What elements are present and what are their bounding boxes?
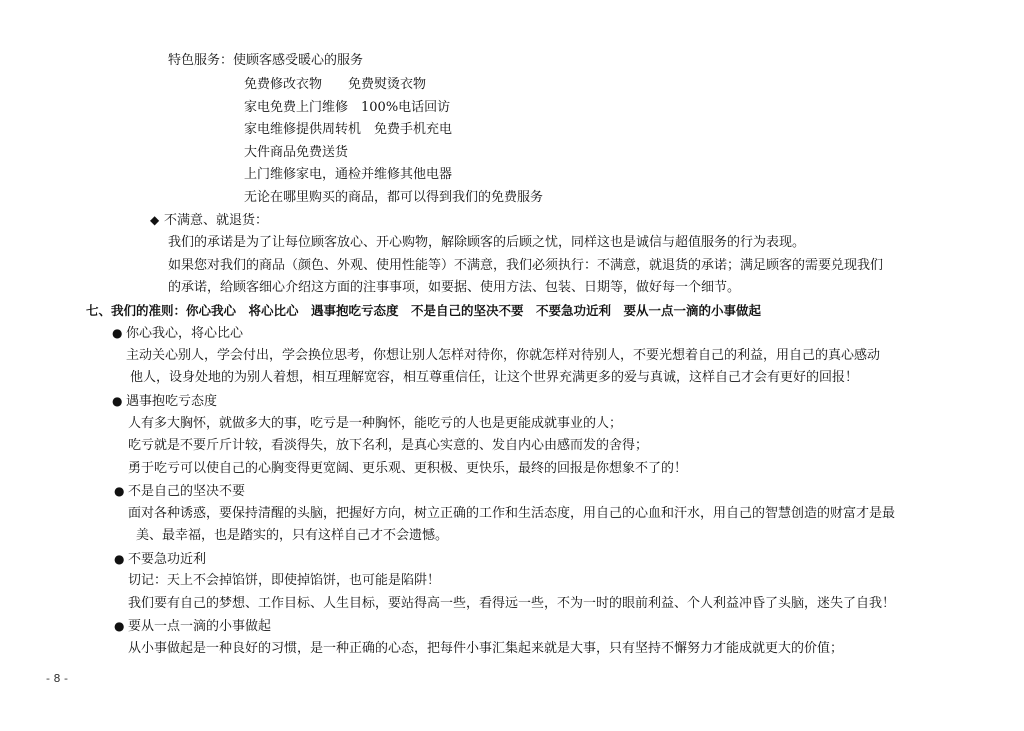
service-item: 上门维修家电，通检并维修其他电器 [244, 167, 453, 182]
principle-heading-row [114, 617, 271, 636]
principle-heading-row [114, 482, 245, 501]
return-policy-heading-row [150, 211, 268, 230]
service-item: 家电免费上门维修 100%电话回访 [244, 100, 451, 115]
principle-line: 面对各种诱惑，要保持清醒的头脑，把握好方向，树立正确的工作和生活态度，用自己的心血和汗水，用自己的智慧创造的财富才是最 [128, 506, 896, 521]
principle-line: 勇于吃亏可以使自己的心胸变得更宽阔、更乐观、更积极、更快乐，最终的回报是你想象不了的！ [128, 461, 688, 476]
principle-line: 切记：天上不会掉馅饼，即使掉馅饼，也可能是陷阱！ [128, 573, 441, 588]
circle-bullet-icon: ● [112, 394, 123, 408]
service-item: 免费修改衣物 免费熨烫衣物 [244, 77, 427, 92]
principle-heading: 不是自己的坚决不要 [128, 484, 246, 499]
principle-heading: 遇事抱吃亏态度 [126, 394, 218, 409]
return-policy-line: 我们的承诺是为了让每位顾客放心、开心购物，解除顾客的后顾之忧，同样这也是诚信与超值服务的行为表现。 [168, 235, 806, 250]
service-item: 无论在哪里购买的商品，都可以得到我们的免费服务 [244, 190, 544, 205]
service-item: 大件商品免费送货 [244, 145, 349, 160]
principle-heading: 要从一点一滴的小事做起 [128, 619, 272, 634]
principle-heading: 不要急功近利 [128, 552, 207, 567]
service-item: 家电维修提供周转机 免费手机充电 [244, 122, 453, 137]
diamond-bullet-icon: ◆ [150, 213, 160, 227]
principle-line: 我们要有自己的梦想、工作目标、人生目标，要站得高一些，看得远一些，不为一时的眼前利益、个人利益冲昏了头脑，迷失了自我！ [128, 596, 896, 611]
page-number: - 8 - [46, 672, 68, 685]
circle-bullet-icon: ● [114, 619, 125, 633]
circle-bullet-icon: ● [114, 552, 125, 566]
principle-line: 美、最幸福，也是踏实的，只有这样自己才不会遗憾。 [136, 528, 449, 543]
principle-line: 主动关心别人，学会付出，学会换位思考，你想让别人怎样对待你，你就怎样对待别人，不要光想着自己的利益，用自己的真心感动 [126, 348, 881, 363]
special-services-heading: 特色服务：使顾客感受暖心的服务 [168, 53, 364, 68]
principle-line: 吃亏就是不要斤斤计较，看淡得失，放下名利，是真心实意的、发自内心由感而发的舍得； [128, 438, 649, 453]
return-policy-line: 的承诺，给顾客细心介绍这方面的注事事项，如要据、使用方法、包装、日期等，做好每一个细节。 [168, 280, 741, 295]
return-policy-line: 如果您对我们的商品（颜色、外观、使用性能等）不满意，我们必须执行：不满意，就退货的承诺；满足顾客的需要兑现我们 [168, 258, 884, 273]
principle-heading-row [112, 392, 217, 411]
circle-bullet-icon: ● [112, 326, 123, 340]
return-policy-heading: 不满意、就退货： [164, 213, 269, 228]
principle-line: 人有多大胸怀，就做多大的事，吃亏是一种胸怀，能吃亏的人也是更能成就事业的人； [128, 416, 623, 431]
circle-bullet-icon: ● [114, 484, 125, 498]
principle-line: 他人，设身处地的为别人着想，相互理解宽容，相互尊重信任，让这个世界充满更多的爱与真诚，这样自己才会有更好的回报！ [130, 370, 859, 385]
principle-heading-row [112, 324, 243, 343]
principle-heading-row [114, 550, 206, 569]
section-seven-title: 七、我们的准则：你心我心 将心比心 遇事抱吃亏态度 不是自己的坚决不要 不要急功近利 要从一点一滴的小事做起 [86, 303, 762, 318]
principle-heading: 你心我心，将心比心 [126, 326, 244, 341]
principle-line: 从小事做起是一种良好的习惯，是一种正确的心态，把每件小事汇集起来就是大事，只有坚持不懈努力才能成就更大的价值； [128, 641, 844, 656]
